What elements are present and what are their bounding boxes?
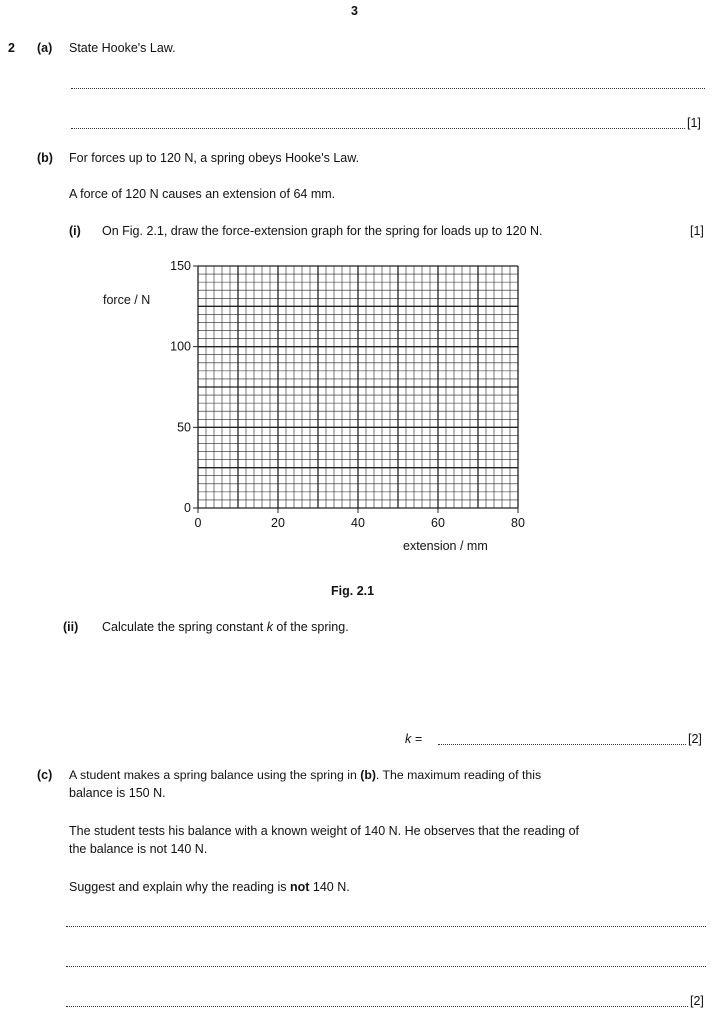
part-c-label: (c) <box>37 768 53 782</box>
part-b-label: (b) <box>37 151 53 165</box>
part-c-line-1-ref: (b) <box>360 768 376 782</box>
part-b-intro-2: A force of 120 N causes an extension of 64 mm. <box>69 187 336 201</box>
question-number: 2 <box>8 41 15 55</box>
y-tick-label: 100 <box>170 339 191 354</box>
part-b-i-label: (i) <box>69 224 81 238</box>
x-tick-label: 20 <box>271 516 285 530</box>
answer-line-a-1[interactable] <box>71 88 705 89</box>
answer-line-c-2[interactable] <box>66 966 706 967</box>
part-c-line-5-before: Suggest and explain why the reading is <box>69 880 290 894</box>
page-number: 3 <box>351 4 358 18</box>
part-c-line-2: balance is 150 N. <box>69 786 166 800</box>
y-tick-label: 50 <box>177 420 191 435</box>
part-b-ii-mark: [2] <box>688 732 702 746</box>
x-tick-label: 80 <box>511 516 525 530</box>
part-c-line-4: the balance is not 140 N. <box>69 842 208 856</box>
part-c-line-5-after: 140 N. <box>309 880 350 894</box>
part-b-intro-1: For forces up to 120 N, a spring obeys Hooke's Law. <box>69 151 360 165</box>
tick-labels <box>170 259 525 530</box>
part-b-i-mark: [1] <box>690 224 704 238</box>
force-extension-graph[interactable] <box>0 250 713 550</box>
part-a-mark: [1] <box>687 116 701 130</box>
part-c-line-3: The student tests his balance with a known weight of 140 N. He observes that the reading of <box>69 824 580 838</box>
x-tick-label: 40 <box>351 516 365 530</box>
part-c-mark: [2] <box>690 994 704 1008</box>
part-c-line-1-b: . The maximum reading of this <box>375 768 542 782</box>
x-tick-label: 0 <box>194 516 202 530</box>
y-axis-label: force / N <box>103 293 151 307</box>
k-answer-line[interactable] <box>438 744 686 745</box>
figure-caption: Fig. 2.1 <box>331 584 375 598</box>
x-axis-label: extension / mm <box>403 539 488 550</box>
part-c-line-1-a: A student makes a spring balance using the spring in <box>69 768 361 782</box>
x-tick-label: 60 <box>431 516 445 530</box>
part-b-i-text: On Fig. 2.1, draw the force-extension graph for the spring for loads up to 120 N. <box>102 224 543 238</box>
part-b-ii-text <box>102 620 349 634</box>
part-b-ii-label: (ii) <box>63 620 79 634</box>
part-c-line-5 <box>69 880 350 894</box>
answer-line-c-1[interactable] <box>66 926 706 927</box>
answer-line-c-3[interactable] <box>66 1006 688 1007</box>
answer-line-a-2[interactable] <box>71 128 685 129</box>
part-c-line-1 <box>69 768 541 782</box>
part-c-line-5-bold: not <box>289 880 310 894</box>
part-b-ii-text-before: Calculate the spring constant <box>102 620 267 634</box>
part-b-ii-text-after: of the spring. <box>272 620 349 634</box>
y-tick-label: 0 <box>184 501 191 515</box>
k-answer-label: k = <box>405 732 423 746</box>
part-a-label: (a) <box>37 41 53 55</box>
part-a-text: State Hooke's Law. <box>69 41 176 55</box>
k-symbol: k <box>266 620 273 634</box>
y-tick-label: 150 <box>170 259 191 273</box>
